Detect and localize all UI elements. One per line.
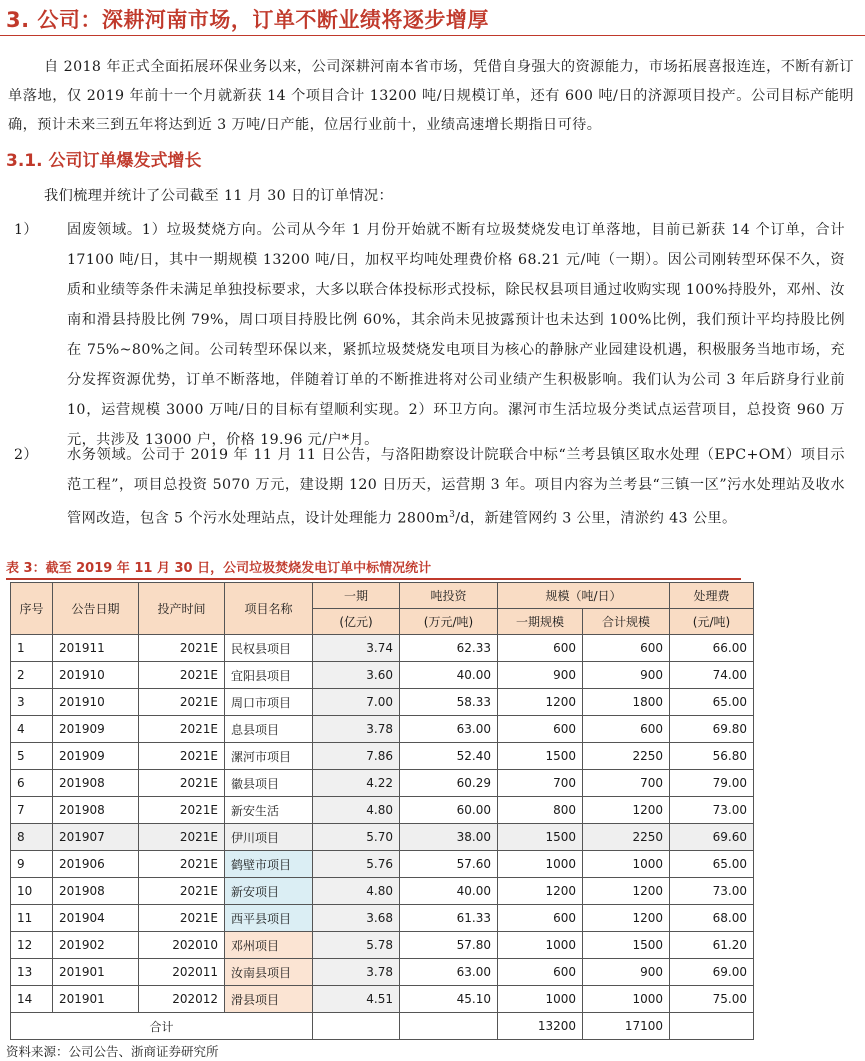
cell-scale-phase1: 1000 (498, 851, 583, 878)
cell-seq: 3 (11, 689, 53, 716)
cell-fee: 69.80 (670, 716, 754, 743)
cell-scale-total: 1000 (583, 851, 670, 878)
cell-project-name: 西平县项目 (225, 905, 313, 932)
superscript: 3 (449, 510, 456, 520)
cell-project-name: 新安项目 (225, 878, 313, 905)
cell-fee: 66.00 (670, 635, 754, 662)
cell-phase1-investment: 5.78 (313, 932, 400, 959)
cell-production-time: 2021E (139, 797, 225, 824)
table-row (11, 662, 754, 689)
header-announce-date: 公告日期 (53, 583, 139, 635)
cell-per-ton-investment: 52.40 (400, 743, 498, 770)
cell-phase1-investment: 4.51 (313, 986, 400, 1013)
cell-scale-total: 600 (583, 635, 670, 662)
cell-production-time: 2021E (139, 851, 225, 878)
cell-scale-total: 1200 (583, 905, 670, 932)
header-per-ton: 吨投资 (400, 583, 498, 609)
cell-scale-phase1: 1000 (498, 986, 583, 1013)
cell-fee: 65.00 (670, 851, 754, 878)
cell-production-time: 2021E (139, 770, 225, 797)
cell-scale-phase1: 1500 (498, 743, 583, 770)
cell-fee: 68.00 (670, 905, 754, 932)
cell-project-name: 宜阳县项目 (225, 662, 313, 689)
cell-announce-date: 201901 (53, 959, 139, 986)
cell-announce-date: 201908 (53, 878, 139, 905)
cell-seq: 12 (11, 932, 53, 959)
table-row (11, 743, 754, 770)
cell-project-name: 徽县项目 (225, 770, 313, 797)
cell-scale-phase1: 600 (498, 635, 583, 662)
cell-announce-date: 201901 (53, 986, 139, 1013)
cell-scale-phase1: 900 (498, 662, 583, 689)
cell-per-ton-investment: 40.00 (400, 878, 498, 905)
cell-fee: 56.80 (670, 743, 754, 770)
cell-announce-date: 201910 (53, 689, 139, 716)
cell-scale-total: 600 (583, 716, 670, 743)
cell-scale-total: 1200 (583, 878, 670, 905)
cell-scale-phase1: 1500 (498, 824, 583, 851)
cell-per-ton-investment: 57.60 (400, 851, 498, 878)
cell-scale-phase1: 600 (498, 905, 583, 932)
cell-seq: 4 (11, 716, 53, 743)
table-row (11, 851, 754, 878)
cell-phase1-investment: 3.60 (313, 662, 400, 689)
cell-production-time: 2021E (139, 824, 225, 851)
cell-production-time: 202010 (139, 932, 225, 959)
cell-announce-date: 201902 (53, 932, 139, 959)
cell-scale-total: 2250 (583, 824, 670, 851)
cell-per-ton-investment: 63.00 (400, 716, 498, 743)
cell-scale-total: 900 (583, 959, 670, 986)
cell-fee: 61.20 (670, 932, 754, 959)
table-row (11, 635, 754, 662)
cell-fee: 74.00 (670, 662, 754, 689)
cell-fee: 79.00 (670, 770, 754, 797)
table-row (11, 959, 754, 986)
header-scale-phase1: 一期规模 (498, 609, 583, 635)
cell-seq: 8 (11, 824, 53, 851)
cell-seq: 7 (11, 797, 53, 824)
source-note: 资料来源：公司公告、浙商证券研究所 (6, 1044, 219, 1059)
cell-scale-total: 1800 (583, 689, 670, 716)
cell-production-time: 2021E (139, 635, 225, 662)
cell-scale-total: 1000 (583, 986, 670, 1013)
cell-fee: 69.00 (670, 959, 754, 986)
cell-production-time: 202011 (139, 959, 225, 986)
list-item-number: 1） (14, 222, 39, 238)
cell-production-time: 2021E (139, 716, 225, 743)
cell-seq: 11 (11, 905, 53, 932)
cell-announce-date: 201907 (53, 824, 139, 851)
section-title: 3. 公司：深耕河南市场，订单不断业绩将逐步增厚 (6, 8, 489, 32)
cell-project-name: 漯河市项目 (225, 743, 313, 770)
cell-per-ton-investment: 60.00 (400, 797, 498, 824)
cell-project-name: 民权县项目 (225, 635, 313, 662)
cell-project-name: 鹤壁市项目 (225, 851, 313, 878)
table-row (11, 878, 754, 905)
cell-per-ton-investment: 57.80 (400, 932, 498, 959)
cell-production-time: 2021E (139, 905, 225, 932)
cell-project-name: 周口市项目 (225, 689, 313, 716)
table-row (11, 716, 754, 743)
cell-scale-phase1: 1000 (498, 932, 583, 959)
cell-scale-phase1: 700 (498, 770, 583, 797)
cell-seq: 5 (11, 743, 53, 770)
header-per-ton-unit: (万元/吨) (400, 609, 498, 635)
cell-per-ton-investment: 60.29 (400, 770, 498, 797)
cell-phase1-investment: 4.22 (313, 770, 400, 797)
table-body (11, 635, 754, 1013)
cell-phase1-investment: 3.78 (313, 959, 400, 986)
header-seq: 序号 (11, 583, 53, 635)
table-row (11, 770, 754, 797)
cell-scale-total: 900 (583, 662, 670, 689)
cell-phase1-investment: 7.86 (313, 743, 400, 770)
total-scale-total: 17100 (583, 1013, 670, 1040)
cell-per-ton-investment: 58.33 (400, 689, 498, 716)
total-scale-phase1: 13200 (498, 1013, 583, 1040)
cell-scale-phase1: 1200 (498, 689, 583, 716)
cell-per-ton-investment: 61.33 (400, 905, 498, 932)
cell-production-time: 2021E (139, 689, 225, 716)
cell-production-time: 202012 (139, 986, 225, 1013)
cell-fee: 73.00 (670, 878, 754, 905)
header-fee-unit: (元/吨) (670, 609, 754, 635)
cell-project-name: 滑县项目 (225, 986, 313, 1013)
cell-seq: 6 (11, 770, 53, 797)
cell-scale-total: 2250 (583, 743, 670, 770)
cell-scale-phase1: 1200 (498, 878, 583, 905)
cell-announce-date: 201904 (53, 905, 139, 932)
cell-phase1-investment: 5.70 (313, 824, 400, 851)
cell-phase1-investment: 4.80 (313, 797, 400, 824)
total-label: 合计 (11, 1013, 313, 1040)
cell-project-name: 息县项目 (225, 716, 313, 743)
cell-fee: 69.60 (670, 824, 754, 851)
cell-production-time: 2021E (139, 743, 225, 770)
header-fee: 处理费 (670, 583, 754, 609)
cell-phase1-investment: 4.80 (313, 878, 400, 905)
cell-per-ton-investment: 62.33 (400, 635, 498, 662)
cell-seq: 2 (11, 662, 53, 689)
list-item-number: 2） (14, 447, 39, 463)
total-empty-cell (400, 1013, 498, 1040)
cell-scale-total: 700 (583, 770, 670, 797)
cell-fee: 65.00 (670, 689, 754, 716)
cell-announce-date: 201909 (53, 716, 139, 743)
cell-seq: 9 (11, 851, 53, 878)
cell-phase1-investment: 3.68 (313, 905, 400, 932)
cell-phase1-investment: 3.78 (313, 716, 400, 743)
title-divider (0, 35, 865, 36)
table-caption: 表 3：截至 2019 年 11 月 30 日，公司垃圾焚烧发电订单中标情况统计 (6, 561, 432, 576)
cell-per-ton-investment: 63.00 (400, 959, 498, 986)
cell-fee: 73.00 (670, 797, 754, 824)
cell-project-name: 伊川项目 (225, 824, 313, 851)
cell-production-time: 2021E (139, 662, 225, 689)
cell-seq: 13 (11, 959, 53, 986)
total-row (11, 1013, 754, 1040)
header-scale: 规模（吨/日） (498, 583, 670, 609)
cell-seq: 10 (11, 878, 53, 905)
cell-per-ton-investment: 40.00 (400, 662, 498, 689)
caption-divider (6, 578, 741, 580)
total-empty-cell (313, 1013, 400, 1040)
cell-phase1-investment: 3.74 (313, 635, 400, 662)
cell-project-name: 汝南县项目 (225, 959, 313, 986)
cell-announce-date: 201910 (53, 662, 139, 689)
cell-announce-date: 201911 (53, 635, 139, 662)
header-phase1-unit: (亿元) (313, 609, 400, 635)
cell-fee: 75.00 (670, 986, 754, 1013)
cell-announce-date: 201908 (53, 797, 139, 824)
table-row (11, 824, 754, 851)
cell-project-name: 新安生活 (225, 797, 313, 824)
cell-announce-date: 201906 (53, 851, 139, 878)
cell-seq: 1 (11, 635, 53, 662)
list-item-text: 固废领域。1）垃圾焚烧方向。公司从今年 1 月份开始就不断有垃圾焚烧发电订单落地，目前已新获 14 个订单，合计 17100 吨/日，其中一期规模 13200 吨/日，加权平均吨处理费价格 68.21 元/吨（一期）。因公司刚转型环保不久，资质和业绩等条件未满足单独投标要求，大多以联合体投标形式投标，除民权县项目通过收购实现 100%持股外，邓州、汝南和滑县持股比例 79%，周口项目持股比例 60%，其余尚未见披露预计也未达到 100%比例，我们预计平均持股比例在 75%~80%之间。公司转型环保以来，紧抓垃圾焚烧发电项目为核心的静脉产业园建设机遇，积极服务当地市场，充分发挥资源优势，订单不断落地，伴随着订单的不断推进将对公司业绩产生积极影响。我们认为公司 3 年后跻身行业前 10，运营规模 3000 万吨/日的目标有望顺利实现。2）环卫方向。漯河市生活垃圾分类试点运营项目，总投资 960 万元，共涉及 13000 户，价格 19.96 元/户*月。 (67, 222, 845, 448)
table-row (11, 689, 754, 716)
header-phase1: 一期 (313, 583, 400, 609)
cell-scale-total: 1200 (583, 797, 670, 824)
cell-phase1-investment: 5.76 (313, 851, 400, 878)
intro-paragraph: 自 2018 年正式全面拓展环保业务以来，公司深耕河南本省市场，凭借自身强大的资源能力，市场拓展喜报连连，不断有新订单落地，仅 2019 年前十一个月就新获 14 个项目合计 13200 吨/日规模订单，还有 600 吨/日的济源项目投产。公司目标产能明确，预计未来三到五年将达到近 3 万吨/日产能，位居行业前十，业绩高速增长期指日可待。 (8, 59, 854, 133)
cell-scale-total: 1500 (583, 932, 670, 959)
cell-per-ton-investment: 45.10 (400, 986, 498, 1013)
list-item-text-part: /d，新建管网约 3 公里，清淤约 43 公里。 (455, 510, 737, 527)
list-item-text (67, 440, 845, 534)
cell-phase1-investment: 7.00 (313, 689, 400, 716)
orders-table (10, 582, 754, 1040)
table-row (11, 797, 754, 824)
total-empty-cell (670, 1013, 754, 1040)
cell-announce-date: 201909 (53, 743, 139, 770)
lead-sentence: 我们梳理并统计了公司截至 11 月 30 日的订单情况： (44, 188, 394, 204)
cell-project-name: 邓州项目 (225, 932, 313, 959)
cell-production-time: 2021E (139, 878, 225, 905)
cell-scale-phase1: 600 (498, 716, 583, 743)
subsection-title: 3.1. 公司订单爆发式增长 (6, 151, 202, 171)
table-row (11, 932, 754, 959)
header-production-time: 投产时间 (139, 583, 225, 635)
header-scale-total: 合计规模 (583, 609, 670, 635)
cell-seq: 14 (11, 986, 53, 1013)
table-row (11, 986, 754, 1013)
cell-announce-date: 201908 (53, 770, 139, 797)
header-project-name: 项目名称 (225, 583, 313, 635)
list-item-text-part: 水务领域。公司于 2019 年 11 月 11 日公告，与洛阳勘察设计院联合中标“兰考县镇区取水处理（EPC+OM）项目示范工程”，项目总投资 5070 万元，建设期 120 日历天，运营期 3 年。项目内容为兰考县“三镇一区”污水处理站及收水管网改造，包含 5 个污水处理站点，设计处理能力 2800m (67, 447, 845, 527)
cell-scale-phase1: 800 (498, 797, 583, 824)
table-row (11, 905, 754, 932)
cell-scale-phase1: 600 (498, 959, 583, 986)
cell-per-ton-investment: 38.00 (400, 824, 498, 851)
